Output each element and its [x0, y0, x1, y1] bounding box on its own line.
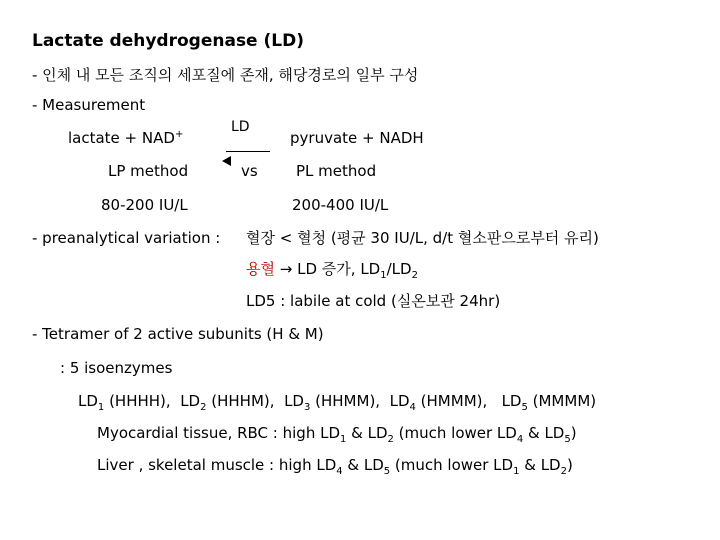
preanalytical-text: 혈장 < 혈청 (평균 30 IU/L, d/t 혈소판으로부터 유리) [246, 229, 599, 247]
liver-line: Liver , skeletal muscle : high $LD_4$ & $LD_5$ (much lower $LD_1$ & $LD_2$) [97, 456, 573, 477]
enzyme-label: LD [231, 119, 250, 135]
hemolysis-label: 용혈 [246, 260, 275, 278]
isoenzyme-list [78, 392, 596, 414]
preanalytical-label: - preanalytical variation : [32, 229, 221, 247]
hemolysis-effect: LD 증가, LD [297, 260, 381, 278]
myocardial-line: Myocardial tissue, RBC : high $LD_1$ & $LD_2$ (much lower $LD_4$ & $LD_5$) [97, 424, 577, 445]
isoenzyme-ld1: $LD_1$ (HHHH), [78, 392, 171, 413]
reactants-text: lactate + NAD [68, 129, 175, 147]
ratio-slash: /LD [386, 260, 412, 278]
right-arrow-icon: → [279, 260, 293, 278]
ld1-subscript: 1 [380, 270, 387, 281]
ld2-subscript: 2 [411, 270, 418, 281]
tetramer-line: - Tetramer of 2 active subunits (H & M) [32, 325, 324, 343]
lp-range: 80-200 IU/L [101, 196, 188, 214]
lp-method: LP method [108, 162, 189, 180]
nad-superscript: + [174, 129, 184, 140]
versus-label: vs [241, 162, 258, 180]
intro-line: - 인체 내 모든 조직의 세포질에 존재, 해당경로의 일부 구성 [32, 66, 419, 84]
products: pyruvate + NADH [290, 129, 424, 147]
reactants [68, 129, 183, 147]
isoenzyme-ld3: $LD_3$ (HHMM), [284, 392, 381, 413]
hemolysis-line [246, 260, 418, 282]
page-title: Lactate dehydrogenase (LD) [32, 31, 304, 51]
pl-method: PL method [296, 162, 377, 180]
measurement-header: - Measurement [32, 96, 146, 114]
pl-range: 200-400 IU/L [292, 196, 389, 214]
isoenzyme-ld2: $LD_2$ (HHHM), [180, 392, 275, 413]
ld5-note: LD5 : labile at cold (실온보관 24hr) [246, 292, 501, 310]
isoenzyme-ld5: $LD_5$ (MMMM) [501, 392, 597, 413]
isoenzyme-ld4: $LD_4$ (HMMM), [389, 392, 488, 413]
isoenzymes-label: : 5 isoenzymes [60, 359, 173, 377]
